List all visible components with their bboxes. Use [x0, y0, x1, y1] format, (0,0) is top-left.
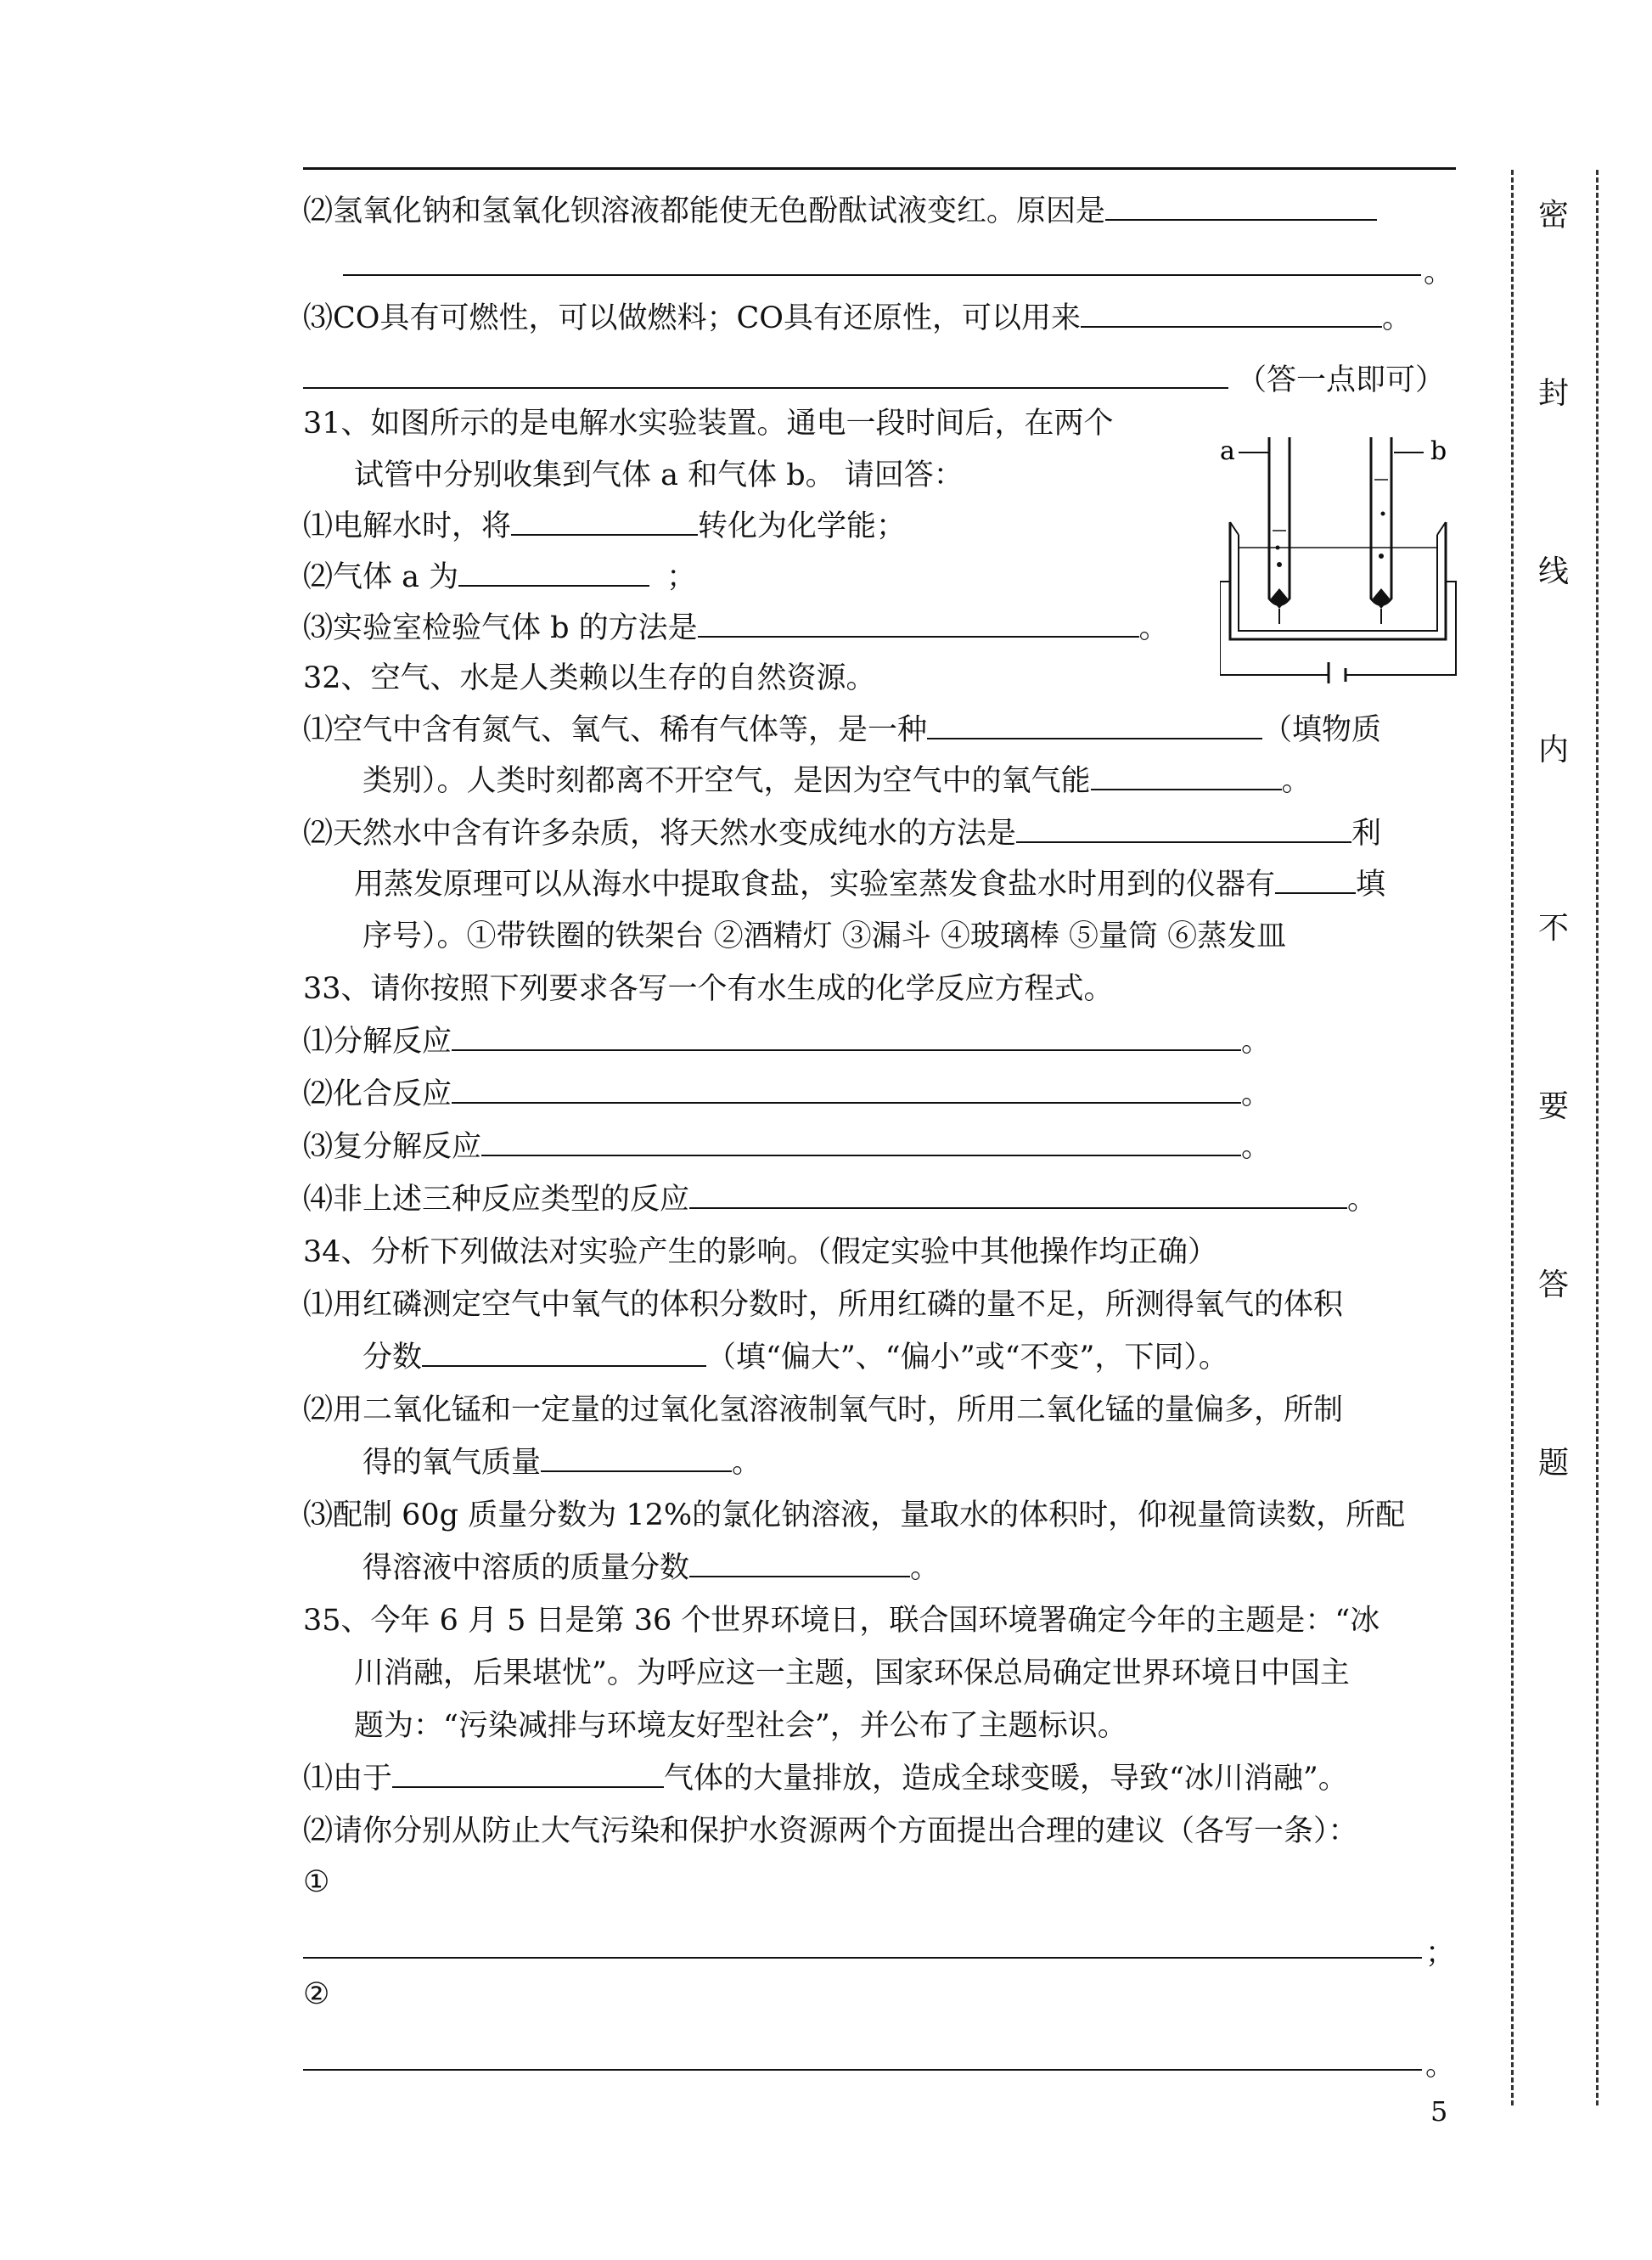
q33-stem: 33、请你按照下列要求各写一个有水生成的化学反应方程式。	[303, 972, 1114, 1006]
q34-part1-line1: ⑴用红磷测定空气中氧气的体积分数时，所用红磷的量不足，所测得氧气的体积	[303, 1288, 1344, 1322]
q35-stem-line3: 题为：“污染减排与环境友好型社会”，并公布了主题标识。	[354, 1709, 1127, 1743]
q34-part2-line2: 得的氧气质量 。	[362, 1446, 762, 1480]
answer-line[interactable]	[303, 1957, 1422, 1959]
seal-char: 内	[1537, 733, 1569, 767]
q34-part3-line1: ⑶配制 60g 质量分数为 12%的氯化钠溶液，量取水的体积时，仰视量筒读数，所配	[303, 1498, 1406, 1532]
q35-part2: ⑵请你分别从防止大气污染和保护水资源两个方面提出合理的建议（各写一条）：	[303, 1814, 1358, 1848]
seal-margin	[1511, 170, 1604, 2105]
answer-blank[interactable]	[1091, 765, 1282, 790]
answer-blank[interactable]	[511, 510, 698, 536]
seal-char: 题	[1537, 1446, 1569, 1481]
answer-blank[interactable]	[452, 1078, 1241, 1104]
seal-char: 答	[1537, 1268, 1569, 1302]
q32-part2-line1: ⑵天然水中含有许多杂质，将天然水变成纯水的方法是 利	[303, 817, 1382, 851]
q32-part1-line1: ⑴空气中含有氮气、氧气、稀有气体等，是一种 （填物质	[303, 713, 1382, 747]
top-rule	[303, 167, 1456, 170]
answer-blank[interactable]	[698, 612, 1139, 638]
answer-blank[interactable]	[1275, 869, 1356, 894]
seal-char: 封	[1537, 376, 1569, 411]
q30-note: （答一点即可）	[1237, 363, 1446, 397]
answer-blank[interactable]	[452, 1026, 1241, 1051]
answer-blank[interactable]	[1081, 302, 1382, 328]
seal-char: 密	[1537, 198, 1569, 233]
q31-part2: ⑵气体 a 为 ；	[303, 560, 697, 594]
label-b: b	[1430, 436, 1447, 466]
answer-blank[interactable]	[458, 561, 649, 587]
seal-char: 不	[1537, 911, 1569, 946]
answer-blank[interactable]	[392, 1762, 664, 1788]
q34-part1-line2: 分数 （填“偏大”、“偏小”或“不变”，下同）。	[362, 1341, 1228, 1375]
q33-part2: ⑵化合反应 。	[303, 1077, 1272, 1111]
q30-part2: ⑵氢氧化钠和氢氧化钡溶液都能使无色酚酞试液变红。原因是	[303, 193, 1377, 230]
answer-blank[interactable]	[422, 1341, 706, 1367]
q34-stem: 34、分析下列做法对实验产生的影响。（假定实验中其他操作均正确）	[303, 1235, 1218, 1269]
q31-stem-line1: 31、如图所示的是电解水实验装置。通电一段时间后，在两个	[303, 407, 1114, 441]
q33-part3: ⑶复分解反应 。	[303, 1130, 1272, 1164]
q32-stem: 32、空气、水是人类赖以生存的自然资源。	[303, 661, 876, 695]
dashed-seal-line-left	[1511, 170, 1514, 2105]
answer-line[interactable]	[303, 387, 1228, 389]
answer-blank[interactable]	[927, 714, 1262, 739]
answer-line[interactable]	[343, 274, 1421, 276]
q34-part2-line1: ⑵用二氧化锰和一定量的过氧化氢溶液制氧气时，所用二氧化锰的量偏多，所制	[303, 1393, 1344, 1427]
answer-blank[interactable]	[481, 1131, 1241, 1156]
q34-part3-line2: 得溶液中溶质的质量分数 。	[362, 1551, 941, 1585]
q31-part1: ⑴电解水时，将 转化为化学能；	[303, 509, 907, 543]
answer-blank[interactable]	[541, 1447, 732, 1472]
dashed-seal-line-right	[1596, 170, 1599, 2105]
answer-blank[interactable]	[689, 1552, 910, 1577]
q30-part3: ⑶CO具有可燃性，可以做燃料；CO具有还原性，可以用来 。	[303, 301, 1412, 335]
answer-line[interactable]	[303, 2069, 1422, 2071]
answer-blank[interactable]	[689, 1183, 1347, 1209]
q33-part4: ⑷非上述三种反应类型的反应 。	[303, 1183, 1378, 1217]
q35-stem-line2: 川消融，后果堪忧”。为呼应这一主题，国家环保总局确定世界环境日中国主	[354, 1656, 1350, 1690]
q32-part2-line3: 序号）。①带铁圈的铁架台 ②酒精灯 ③漏斗 ④玻璃棒 ⑤量筒 ⑥蒸发皿	[362, 919, 1287, 953]
q32-part1-line2: 类别）。人类时刻都离不开空气，是因为空气中的氧气能 。	[362, 764, 1312, 798]
answer-blank[interactable]	[1016, 818, 1351, 843]
seal-char: 线	[1537, 554, 1569, 589]
q33-part1: ⑴分解反应 。	[303, 1025, 1272, 1059]
q35-circle1: ①	[303, 1865, 330, 1899]
q31-part3: ⑶实验室检验气体 b 的方法是 。	[303, 611, 1169, 645]
q32-part2-line2: 用蒸发原理可以从海水中提取食盐，实验室蒸发食盐水时用到的仪器有 填	[354, 868, 1386, 902]
electrolysis-apparatus-diagram	[1220, 429, 1458, 683]
seal-char: 要	[1537, 1089, 1569, 1124]
answer-blank[interactable]	[1105, 195, 1377, 221]
q35-circle2: ②	[303, 1977, 330, 2011]
q31-stem-line2: 试管中分别收集到气体 a 和气体 b。 请回答：	[354, 458, 964, 492]
q35-part1: ⑴由于 气体的大量排放，造成全球变暖，导致“冰川消融”。	[303, 1762, 1348, 1796]
q35-stem-line1: 35、今年 6 月 5 日是第 36 个世界环境日，联合国环境署确定今年的主题是：“冰	[303, 1604, 1380, 1638]
label-a: a	[1220, 436, 1235, 466]
page-number: 5	[1430, 2095, 1448, 2128]
